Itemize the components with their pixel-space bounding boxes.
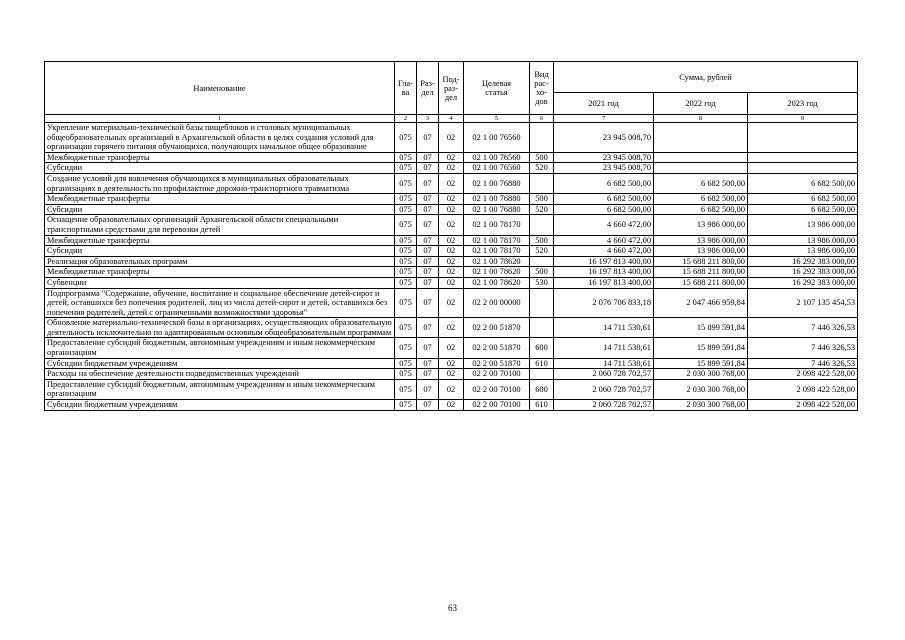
- table-row: [45, 173, 858, 193]
- row-2021-cell: 16 197 813 400,00: [554, 256, 654, 267]
- row-target-cell: 02 1 00 76560: [464, 123, 530, 153]
- row-razdel-cell: 07: [417, 173, 439, 193]
- row-2023-cell: 7 446 326,53: [748, 358, 858, 369]
- row-target-cell: 02 1 00 76880: [464, 194, 530, 205]
- row-2023-cell: 16 292 383 000,00: [748, 267, 858, 278]
- row-podrazdel-cell: 02: [439, 163, 464, 174]
- row-2022-cell: 2 030 300 768,00: [654, 369, 748, 380]
- row-vid-cell: 520: [530, 163, 554, 174]
- header-podrazdel: Под- раз- дел: [439, 62, 464, 115]
- header-target: Целевая статья: [464, 62, 530, 115]
- row-2021-cell: 4 660 472,00: [554, 246, 654, 257]
- table-row: [45, 338, 858, 358]
- row-podrazdel-cell: 02: [439, 318, 464, 338]
- row-name-cell: Субвенции: [45, 277, 395, 288]
- row-2023-cell: 6 682 500,00: [748, 204, 858, 215]
- row-glava-cell: 075: [395, 123, 417, 153]
- row-name-cell: Межбюджетные трансферты: [45, 267, 395, 278]
- row-podrazdel-cell: 02: [439, 152, 464, 163]
- header-sum: Сумма, рублей: [554, 62, 858, 93]
- row-2022-cell: 15 688 211 800,00: [654, 256, 748, 267]
- row-glava-cell: 075: [395, 277, 417, 288]
- row-razdel-cell: 07: [417, 288, 439, 318]
- row-podrazdel-cell: 02: [439, 246, 464, 257]
- row-2022-cell: [654, 163, 748, 174]
- row-2023-cell: 16 292 383 000,00: [748, 256, 858, 267]
- row-target-cell: 02 1 00 76560: [464, 163, 530, 174]
- row-razdel-cell: 07: [417, 379, 439, 399]
- row-2022-cell: 6 682 500,00: [654, 194, 748, 205]
- row-2022-cell: [654, 123, 748, 153]
- row-target-cell: 02 2 00 51870: [464, 338, 530, 358]
- row-2023-cell: 7 446 326,53: [748, 338, 858, 358]
- column-number-cell: 7: [554, 115, 654, 123]
- row-2021-cell: 2 060 728 702,57: [554, 379, 654, 399]
- row-target-cell: 02 2 00 51870: [464, 318, 530, 338]
- table-row: [45, 318, 858, 338]
- row-2022-cell: 15 688 211 800,00: [654, 277, 748, 288]
- row-target-cell: 02 2 00 51870: [464, 358, 530, 369]
- table-row: [45, 204, 858, 215]
- row-name-cell: Создание условий для вовлечения обучающихся в муниципальных образовательных организациях в деятельность по профилактике дорожно-транспортного травматизма: [45, 173, 395, 193]
- row-vid-cell: [530, 369, 554, 380]
- row-glava-cell: 075: [395, 288, 417, 318]
- row-glava-cell: 075: [395, 379, 417, 399]
- row-target-cell: 02 2 00 00000: [464, 288, 530, 318]
- row-2021-cell: 14 711 530,61: [554, 358, 654, 369]
- row-glava-cell: 075: [395, 235, 417, 246]
- row-target-cell: 02 1 00 76880: [464, 204, 530, 215]
- row-name-cell: Подпрограмма "Содержание, обучение, воспитание и социальное обеспечение детей-сирот и детей, оставшихся без попечения родителей, лиц из числа детей-сирот и детей, оставшихся без попечения родителей, детей с ограниченными возможностями здоровья": [45, 288, 395, 318]
- row-glava-cell: 075: [395, 400, 417, 411]
- table-row: [45, 400, 858, 411]
- row-2022-cell: 2 030 300 768,00: [654, 379, 748, 399]
- row-vid-cell: [530, 173, 554, 193]
- row-2023-cell: 6 682 500,00: [748, 173, 858, 193]
- row-2022-cell: 15 688 211 800,00: [654, 267, 748, 278]
- row-2023-cell: 16 292 383 000,00: [748, 277, 858, 288]
- page-number: 63: [448, 603, 457, 613]
- header-2022: 2022 год: [654, 93, 748, 115]
- row-2023-cell: 13 986 000,00: [748, 235, 858, 246]
- row-vid-cell: 500: [530, 152, 554, 163]
- row-podrazdel-cell: 02: [439, 277, 464, 288]
- table-row: [45, 194, 858, 205]
- row-2022-cell: 2 047 466 959,84: [654, 288, 748, 318]
- table-body: [45, 123, 858, 411]
- row-vid-cell: 610: [530, 400, 554, 411]
- row-razdel-cell: 07: [417, 338, 439, 358]
- row-vid-cell: 600: [530, 379, 554, 399]
- row-razdel-cell: 07: [417, 246, 439, 257]
- table-row: [45, 267, 858, 278]
- column-number-cell: 1: [45, 115, 395, 123]
- row-glava-cell: 075: [395, 215, 417, 235]
- row-vid-cell: [530, 288, 554, 318]
- table-row: [45, 288, 858, 318]
- column-number-cell: 2: [395, 115, 417, 123]
- row-name-cell: Межбюджетные трансферты: [45, 235, 395, 246]
- row-name-cell: Межбюджетные трансферты: [45, 194, 395, 205]
- row-2023-cell: 2 098 422 528,00: [748, 379, 858, 399]
- row-name-cell: Субсидии: [45, 204, 395, 215]
- row-2023-cell: 2 098 422 528,00: [748, 369, 858, 380]
- row-vid-cell: 500: [530, 194, 554, 205]
- row-2023-cell: 7 446 326,53: [748, 318, 858, 338]
- budget-table: [44, 61, 858, 411]
- row-razdel-cell: 07: [417, 152, 439, 163]
- row-vid-cell: 520: [530, 204, 554, 215]
- row-razdel-cell: 07: [417, 358, 439, 369]
- table-header: [45, 62, 858, 123]
- row-target-cell: 02 1 00 78170: [464, 235, 530, 246]
- row-glava-cell: 075: [395, 163, 417, 174]
- column-number-cell: 8: [654, 115, 748, 123]
- row-razdel-cell: 07: [417, 194, 439, 205]
- row-2023-cell: 13 986 000,00: [748, 215, 858, 235]
- row-2021-cell: 2 060 728 702,57: [554, 400, 654, 411]
- row-2021-cell: 4 660 472,00: [554, 235, 654, 246]
- row-2022-cell: 13 986 000,00: [654, 246, 748, 257]
- row-2021-cell: 23 945 008,70: [554, 123, 654, 153]
- row-target-cell: 02 2 00 70100: [464, 369, 530, 380]
- row-2021-cell: 16 197 813 400,00: [554, 277, 654, 288]
- row-2023-cell: 6 682 500,00: [748, 194, 858, 205]
- row-vid-cell: 530: [530, 277, 554, 288]
- row-podrazdel-cell: 02: [439, 358, 464, 369]
- row-2021-cell: 23 945 008,70: [554, 152, 654, 163]
- row-name-cell: Реализация образовательных программ: [45, 256, 395, 267]
- row-2021-cell: 6 682 500,00: [554, 194, 654, 205]
- column-number-cell: 4: [439, 115, 464, 123]
- row-2022-cell: 15 899 591,84: [654, 358, 748, 369]
- row-podrazdel-cell: 02: [439, 204, 464, 215]
- row-podrazdel-cell: 02: [439, 369, 464, 380]
- row-podrazdel-cell: 02: [439, 173, 464, 193]
- row-name-cell: Расходы на обеспечение деятельности подведомственных учреждений: [45, 369, 395, 380]
- row-2021-cell: 2 076 706 833,18: [554, 288, 654, 318]
- row-2021-cell: 6 682 500,00: [554, 173, 654, 193]
- row-podrazdel-cell: 02: [439, 123, 464, 153]
- row-2023-cell: [748, 152, 858, 163]
- row-podrazdel-cell: 02: [439, 215, 464, 235]
- header-name: Наименование: [45, 62, 395, 115]
- row-vid-cell: 600: [530, 338, 554, 358]
- row-glava-cell: 075: [395, 246, 417, 257]
- table-row: [45, 369, 858, 380]
- column-number-cell: 5: [464, 115, 530, 123]
- row-razdel-cell: 07: [417, 400, 439, 411]
- row-razdel-cell: 07: [417, 163, 439, 174]
- column-number-row: [45, 115, 858, 123]
- row-podrazdel-cell: 02: [439, 256, 464, 267]
- row-2022-cell: 6 682 500,00: [654, 173, 748, 193]
- row-target-cell: 02 1 00 78170: [464, 215, 530, 235]
- header-2023: 2023 год: [748, 93, 858, 115]
- row-2021-cell: 4 660 472,00: [554, 215, 654, 235]
- row-name-cell: Предоставление субсидий бюджетным, автономным учреждениям и иным некоммерческим организациям: [45, 379, 395, 399]
- row-vid-cell: [530, 256, 554, 267]
- column-number-cell: 3: [417, 115, 439, 123]
- row-glava-cell: 075: [395, 173, 417, 193]
- row-2021-cell: 23 945 008,70: [554, 163, 654, 174]
- table-row: [45, 152, 858, 163]
- row-glava-cell: 075: [395, 267, 417, 278]
- row-2022-cell: 13 986 000,00: [654, 215, 748, 235]
- row-razdel-cell: 07: [417, 123, 439, 153]
- row-2021-cell: 14 711 530,61: [554, 318, 654, 338]
- row-podrazdel-cell: 02: [439, 338, 464, 358]
- row-vid-cell: [530, 215, 554, 235]
- row-target-cell: 02 1 00 78620: [464, 256, 530, 267]
- row-glava-cell: 075: [395, 204, 417, 215]
- table-row: [45, 123, 858, 153]
- row-2023-cell: 2 107 135 454,53: [748, 288, 858, 318]
- row-podrazdel-cell: 02: [439, 400, 464, 411]
- table-row: [45, 246, 858, 257]
- row-target-cell: 02 1 00 78620: [464, 277, 530, 288]
- row-name-cell: Субсидии бюджетным учреждениям: [45, 400, 395, 411]
- header-vid: Вид рас- хо- дов: [530, 62, 554, 115]
- row-2021-cell: 14 711 530,61: [554, 338, 654, 358]
- row-2022-cell: 13 986 000,00: [654, 235, 748, 246]
- row-vid-cell: 500: [530, 267, 554, 278]
- row-glava-cell: 075: [395, 152, 417, 163]
- row-target-cell: 02 1 00 78170: [464, 246, 530, 257]
- row-glava-cell: 075: [395, 256, 417, 267]
- row-2023-cell: 2 098 422 528,00: [748, 400, 858, 411]
- table-row: [45, 358, 858, 369]
- table-row: [45, 215, 858, 235]
- table-row: [45, 235, 858, 246]
- row-glava-cell: 075: [395, 358, 417, 369]
- row-target-cell: 02 2 00 70100: [464, 400, 530, 411]
- row-glava-cell: 075: [395, 318, 417, 338]
- row-name-cell: Предоставление субсидий бюджетным, автономным учреждениям и иным некоммерческим организациям: [45, 338, 395, 358]
- row-vid-cell: [530, 318, 554, 338]
- row-2022-cell: 6 682 500,00: [654, 204, 748, 215]
- row-vid-cell: [530, 123, 554, 153]
- header-glava: Гла- ва: [395, 62, 417, 115]
- row-vid-cell: 500: [530, 235, 554, 246]
- row-name-cell: Укрепление материально-технической базы пищеблоков и столовых муниципальных общеобразовательных организаций в Архангельской области в целях создания условий для организации горячего питания обучающихся, получающих начальное общее образование: [45, 123, 395, 153]
- row-podrazdel-cell: 02: [439, 194, 464, 205]
- row-razdel-cell: 07: [417, 215, 439, 235]
- row-name-cell: Обновление материально-технической базы в организациях, осуществляющих образовательную деятельность исключительно по адаптированным основным общеобразовательным программам: [45, 318, 395, 338]
- row-razdel-cell: 07: [417, 235, 439, 246]
- row-name-cell: Оснащение образовательных организаций Архангельской области специальными транспортными средствами для перевозки детей: [45, 215, 395, 235]
- row-2021-cell: 16 197 813 400,00: [554, 267, 654, 278]
- row-razdel-cell: 07: [417, 204, 439, 215]
- table-row: [45, 256, 858, 267]
- row-2021-cell: 6 682 500,00: [554, 204, 654, 215]
- row-2023-cell: [748, 163, 858, 174]
- row-target-cell: 02 1 00 76880: [464, 173, 530, 193]
- table-row: [45, 163, 858, 174]
- row-2023-cell: 13 986 000,00: [748, 246, 858, 257]
- row-name-cell: Субсидии: [45, 163, 395, 174]
- row-podrazdel-cell: 02: [439, 379, 464, 399]
- row-glava-cell: 075: [395, 338, 417, 358]
- row-target-cell: 02 2 00 70100: [464, 379, 530, 399]
- header-2021: 2021 год: [554, 93, 654, 115]
- row-razdel-cell: 07: [417, 256, 439, 267]
- row-vid-cell: 520: [530, 246, 554, 257]
- row-2022-cell: 2 030 300 768,00: [654, 400, 748, 411]
- row-vid-cell: 610: [530, 358, 554, 369]
- row-2022-cell: 15 899 591,84: [654, 338, 748, 358]
- row-razdel-cell: 07: [417, 318, 439, 338]
- row-razdel-cell: 07: [417, 277, 439, 288]
- row-glava-cell: 075: [395, 369, 417, 380]
- row-2022-cell: 15 899 591,84: [654, 318, 748, 338]
- table-row: [45, 379, 858, 399]
- column-number-cell: 6: [530, 115, 554, 123]
- row-razdel-cell: 07: [417, 267, 439, 278]
- row-name-cell: Субсидии: [45, 246, 395, 257]
- row-target-cell: 02 1 00 76560: [464, 152, 530, 163]
- column-number-cell: 9: [748, 115, 858, 123]
- header-razdel: Раз- дел: [417, 62, 439, 115]
- row-podrazdel-cell: 02: [439, 288, 464, 318]
- row-name-cell: Субсидии бюджетным учреждениям: [45, 358, 395, 369]
- row-target-cell: 02 1 00 78620: [464, 267, 530, 278]
- row-podrazdel-cell: 02: [439, 267, 464, 278]
- table-row: [45, 277, 858, 288]
- row-2021-cell: 2 060 728 702,57: [554, 369, 654, 380]
- row-2022-cell: [654, 152, 748, 163]
- row-glava-cell: 075: [395, 194, 417, 205]
- row-2023-cell: [748, 123, 858, 153]
- row-razdel-cell: 07: [417, 369, 439, 380]
- row-name-cell: Межбюджетные трансферты: [45, 152, 395, 163]
- row-podrazdel-cell: 02: [439, 235, 464, 246]
